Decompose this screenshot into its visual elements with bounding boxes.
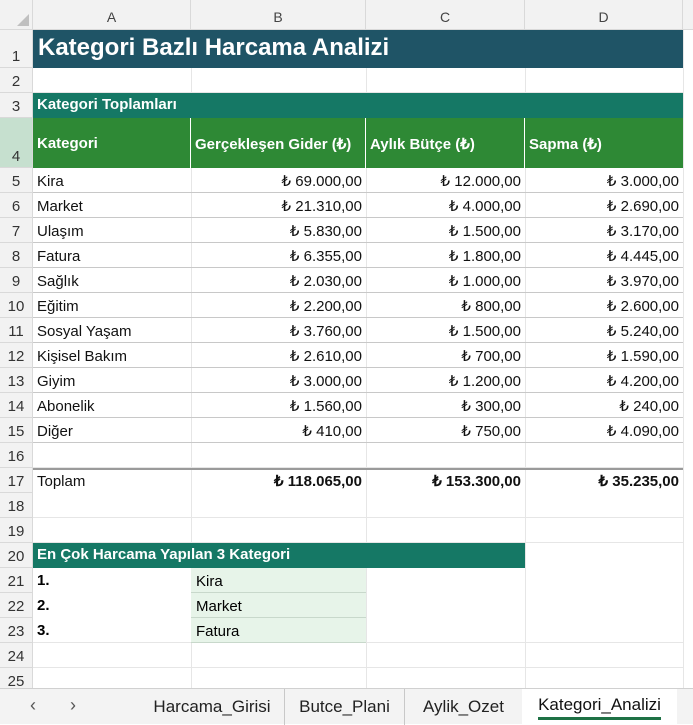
cell-gider[interactable]: ₺ 3.000,00 (289, 373, 362, 390)
top3-category[interactable]: Fatura (191, 618, 366, 643)
row-header[interactable]: 23 (0, 618, 33, 643)
row-header[interactable]: 8 (0, 243, 33, 268)
cell-kategori[interactable]: Sosyal Yaşam (37, 323, 132, 340)
top3-category[interactable]: Kira (191, 568, 366, 593)
row-header[interactable]: 7 (0, 218, 33, 243)
chevron-left-icon[interactable]: ‹ (30, 695, 36, 715)
cell-kategori[interactable]: Eğitim (37, 298, 79, 315)
table-row (33, 343, 683, 368)
row-header[interactable]: 9 (0, 268, 33, 293)
table-row (33, 243, 683, 268)
table-row (33, 193, 683, 218)
total-gider[interactable]: ₺ 118.065,00 (274, 473, 362, 490)
cell-sapma[interactable]: ₺ 4.445,00 (606, 248, 679, 265)
cell-sapma[interactable]: ₺ 1.590,00 (606, 348, 679, 365)
row-header[interactable]: 14 (0, 393, 33, 418)
cell-butce[interactable]: ₺ 300,00 (461, 398, 521, 415)
row-header[interactable]: 10 (0, 293, 33, 318)
chevron-right-icon[interactable]: › (70, 695, 76, 715)
cell-butce[interactable]: ₺ 4.000,00 (448, 198, 521, 215)
cell-kategori[interactable]: Abonelik (37, 398, 95, 415)
cell-gider[interactable]: ₺ 1.560,00 (289, 398, 362, 415)
cell-butce[interactable]: ₺ 12.000,00 (440, 173, 521, 190)
column-header-a[interactable]: A (33, 0, 191, 30)
rank-number[interactable]: 3. (37, 622, 50, 639)
column-header-d[interactable]: D (525, 0, 683, 30)
row-header[interactable]: 16 (0, 443, 33, 468)
cell-sapma[interactable]: ₺ 3.000,00 (606, 173, 679, 190)
column-header-b[interactable]: B (191, 0, 366, 30)
column-header-c[interactable]: C (366, 0, 525, 30)
cell-butce[interactable]: ₺ 800,00 (461, 298, 521, 315)
tab-butce-plani[interactable]: Butce_Plani (285, 689, 405, 725)
table-header-row (33, 118, 683, 168)
cell-sapma[interactable]: ₺ 2.690,00 (606, 198, 679, 215)
cell-butce[interactable]: ₺ 1.500,00 (448, 223, 521, 240)
table-row (33, 218, 683, 243)
cell-sapma[interactable]: ₺ 240,00 (619, 398, 679, 415)
active-tab-label: Kategori_Analizi (538, 695, 661, 720)
row-header[interactable]: 20 (0, 543, 33, 568)
row-header[interactable]: 25 (0, 668, 33, 688)
row-header[interactable]: 15 (0, 418, 33, 443)
cell-sapma[interactable]: ₺ 4.200,00 (606, 373, 679, 390)
row-header[interactable]: 2 (0, 68, 33, 93)
rank-number[interactable]: 1. (37, 572, 50, 589)
row-header[interactable]: 5 (0, 168, 33, 193)
cell-butce[interactable]: ₺ 1.000,00 (448, 273, 521, 290)
row-header[interactable]: 22 (0, 593, 33, 618)
row-header-selected[interactable]: 4 (0, 118, 33, 168)
row-header[interactable]: 17 (0, 468, 33, 493)
tab-aylik-ozet[interactable]: Aylik_Ozet (423, 697, 504, 716)
cell-gider[interactable]: ₺ 410,00 (302, 423, 362, 440)
top3-title[interactable]: En Çok Harcama Yapılan 3 Kategori (33, 543, 525, 568)
top3-category[interactable]: Market (191, 593, 366, 618)
sheet-tab-bar (0, 688, 693, 724)
table-row (33, 268, 683, 293)
tab-kategori-analizi[interactable] (522, 689, 677, 725)
cell-butce[interactable]: ₺ 700,00 (461, 348, 521, 365)
column-header-e[interactable] (683, 0, 693, 30)
cell-gider[interactable]: ₺ 6.355,00 (289, 248, 362, 265)
row-header[interactable]: 11 (0, 318, 33, 343)
cell-gider[interactable]: ₺ 2.200,00 (289, 298, 362, 315)
header-sapma[interactable]: Sapma (₺) (529, 136, 602, 153)
cell-kategori[interactable]: Kira (37, 173, 64, 190)
cell-gider[interactable]: ₺ 69.000,00 (281, 173, 362, 190)
cell-gider[interactable]: ₺ 5.830,00 (289, 223, 362, 240)
cell-butce[interactable]: ₺ 1.800,00 (448, 248, 521, 265)
row-header[interactable]: 12 (0, 343, 33, 368)
cell-kategori[interactable]: Ulaşım (37, 223, 84, 240)
header-kategori[interactable]: Kategori (33, 118, 191, 168)
select-all-corner[interactable] (0, 0, 33, 30)
cell-gider[interactable]: ₺ 2.030,00 (289, 273, 362, 290)
tab-harcama-girisi[interactable]: Harcama_Girisi (140, 689, 285, 725)
cell-sapma[interactable]: ₺ 3.170,00 (606, 223, 679, 240)
cell-butce[interactable]: ₺ 1.500,00 (448, 323, 521, 340)
table-row (33, 418, 683, 443)
cell-gider[interactable]: ₺ 2.610,00 (289, 348, 362, 365)
cell-kategori[interactable]: Diğer (37, 423, 73, 440)
cell-sapma[interactable]: ₺ 5.240,00 (606, 323, 679, 340)
cell-kategori[interactable]: Market (37, 198, 83, 215)
row-header[interactable]: 13 (0, 368, 33, 393)
row-header[interactable]: 1 (0, 30, 33, 68)
total-label[interactable]: Toplam (37, 473, 86, 490)
cell-sapma[interactable]: ₺ 3.970,00 (606, 273, 679, 290)
cell-gider[interactable]: ₺ 21.310,00 (281, 198, 362, 215)
cell-butce[interactable]: ₺ 750,00 (461, 423, 521, 440)
total-sapma[interactable]: ₺ 35.235,00 (598, 473, 679, 490)
header-butce[interactable]: Aylık Bütçe (₺) (366, 118, 525, 168)
table-row (33, 393, 683, 418)
row-header[interactable]: 18 (0, 493, 33, 518)
cell-kategori[interactable]: Kişisel Bakım (37, 348, 128, 365)
table-row (33, 368, 683, 393)
table-row (33, 318, 683, 343)
total-butce[interactable]: ₺ 153.300,00 (432, 473, 521, 490)
row-header[interactable]: 21 (0, 568, 33, 593)
cell-kategori[interactable]: Fatura (37, 248, 81, 265)
rank-number[interactable]: 2. (37, 597, 50, 614)
cell-sapma[interactable]: ₺ 4.090,00 (606, 423, 679, 440)
header-gider[interactable]: Gerçekleşen Gider (₺) (191, 118, 366, 168)
table-row (33, 168, 683, 193)
sheet-title[interactable]: Kategori Bazlı Harcama Analizi (33, 30, 683, 68)
total-row (33, 468, 683, 493)
cell-butce[interactable]: ₺ 1.200,00 (448, 373, 521, 390)
row-header[interactable]: 3 (0, 93, 33, 118)
cell-kategori[interactable]: Sağlık (37, 273, 79, 290)
cell-kategori[interactable]: Giyim (37, 373, 76, 390)
row-header[interactable]: 19 (0, 518, 33, 543)
row-header[interactable]: 6 (0, 193, 33, 218)
cell-sapma[interactable]: ₺ 2.600,00 (606, 298, 679, 315)
cell-gider[interactable]: ₺ 3.760,00 (289, 323, 362, 340)
table-row (33, 293, 683, 318)
row-header[interactable]: 24 (0, 643, 33, 668)
section-title[interactable]: Kategori Toplamları (33, 93, 683, 118)
